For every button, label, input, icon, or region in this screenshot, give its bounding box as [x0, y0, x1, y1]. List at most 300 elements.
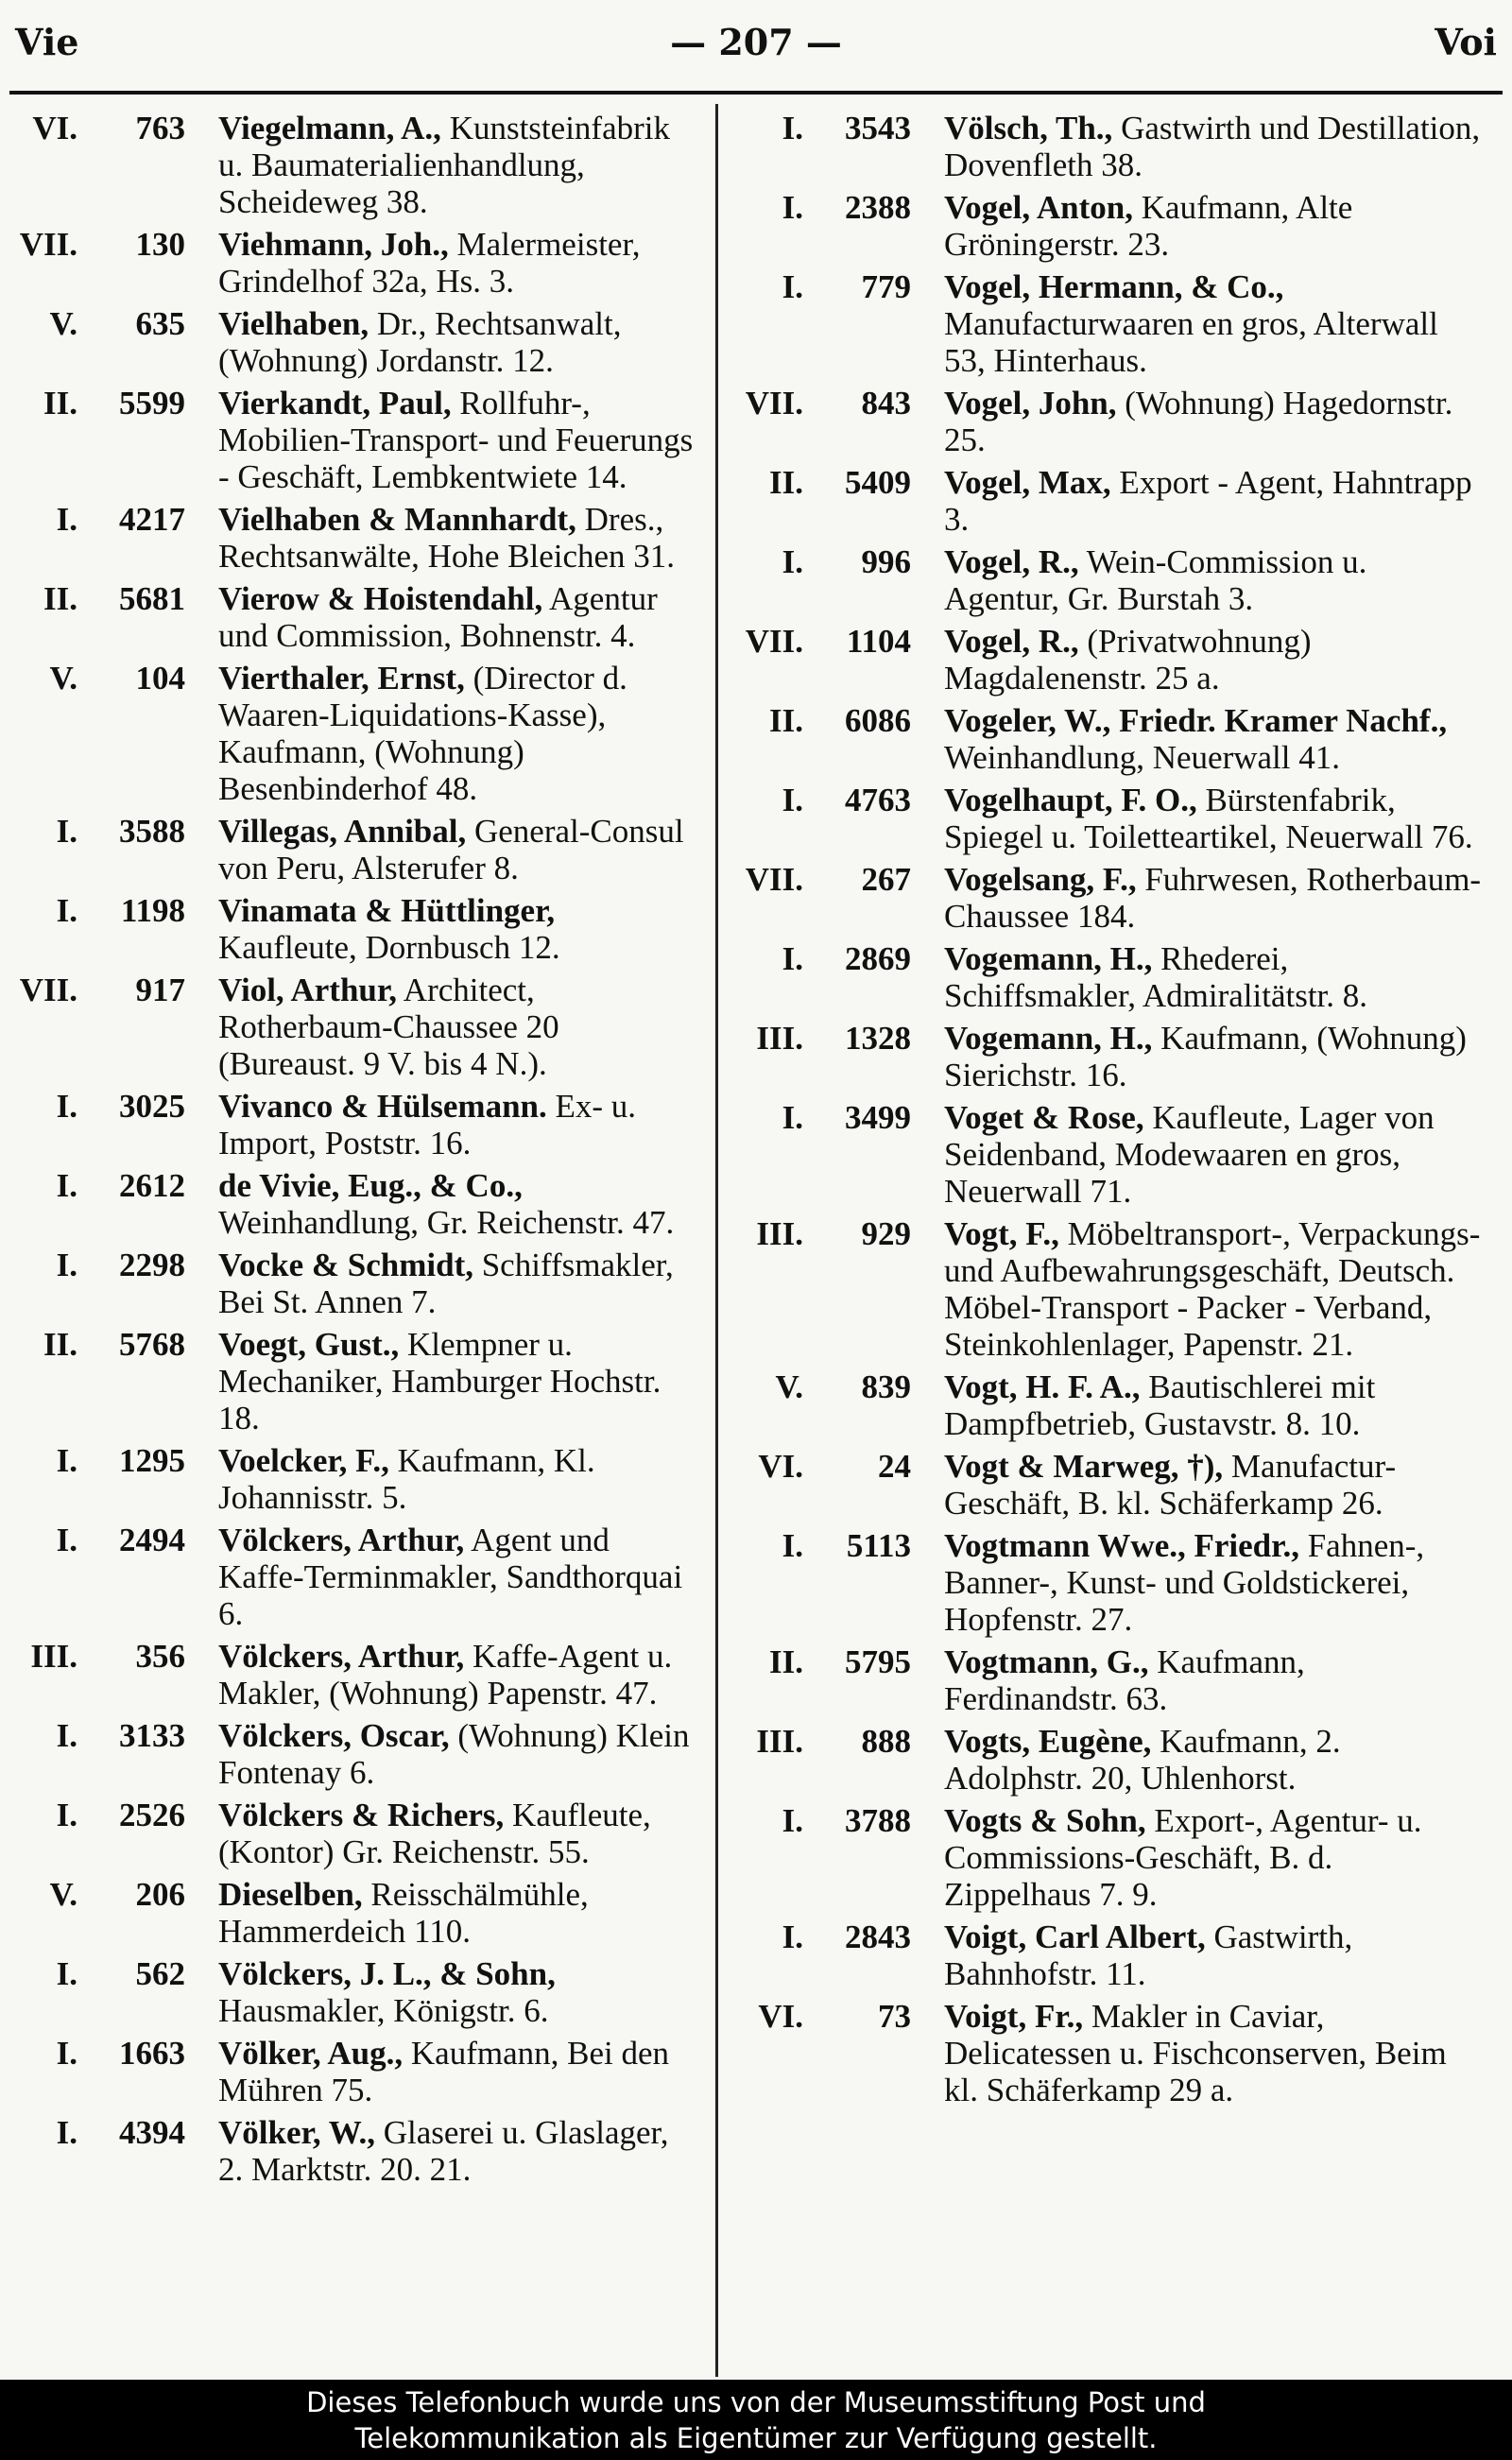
subscriber-details: Rollfuhr-, Mobilien-Transport- und Feuerungs - Geschäft, Lembkentwiete 14.	[218, 385, 694, 495]
phone-number	[11, 501, 205, 575]
exchange-district: II.	[43, 385, 77, 421]
subscriber-details: Kunststeinfabrik u. Baumaterialienhandlung, Scheideweg 38.	[218, 110, 670, 220]
phone-number	[737, 1802, 931, 1913]
directory-entry	[737, 940, 1484, 1014]
subscriber-name: Völckers, Arthur,	[218, 1522, 465, 1558]
subscriber-details: Agentur und Commission, Bohnenstr. 4.	[218, 580, 658, 654]
subscriber-name: Vogtmann, G.,	[944, 1643, 1149, 1680]
entry-text	[931, 1020, 1484, 1093]
phone-number	[11, 1326, 205, 1436]
directory-entry	[11, 1442, 701, 1516]
line-number: 779	[861, 268, 911, 305]
subscriber-name: de Vivie, Eug., & Co.,	[218, 1167, 523, 1204]
subscriber-name: Vogeler, W., Friedr. Kramer Nachf.,	[944, 702, 1448, 739]
exchange-district: III.	[756, 1215, 803, 1252]
phone-number	[737, 1099, 931, 1210]
exchange-district: I.	[56, 1717, 77, 1754]
subscriber-name: Vogel, R.,	[944, 543, 1079, 580]
exchange-district: VII.	[745, 623, 803, 660]
entry-text	[205, 1876, 701, 1950]
phone-number	[11, 892, 205, 966]
line-number: 2298	[119, 1247, 185, 1283]
phone-number	[737, 189, 931, 263]
subscriber-details: Klempner u. Mechaniker, Hamburger Hochstr. 18.	[218, 1326, 662, 1436]
exchange-district: III.	[756, 1020, 803, 1057]
directory-entry	[11, 1522, 701, 1632]
exchange-district: II.	[769, 1643, 803, 1680]
subscriber-name: Völckers, J. L., & Sohn,	[218, 1955, 556, 1992]
header-left-keyword: Vie	[15, 21, 79, 63]
phone-number	[737, 1527, 931, 1638]
phone-number	[11, 2035, 205, 2108]
footer-line-2: Telekommunikation als Eigentümer zur Verfügung gestellt.	[354, 2422, 1158, 2454]
exchange-district: V.	[775, 1368, 803, 1405]
subscriber-name: Vocke & Schmidt,	[218, 1247, 473, 1283]
subscriber-details: Weinhandlung, Neuerwall 41.	[944, 739, 1341, 776]
subscriber-details: Hausmakler, Königstr. 6.	[218, 1992, 549, 2029]
line-number: 104	[135, 660, 185, 697]
subscriber-details: Manufacturwaaren en gros, Alterwall 53, Hinterhaus.	[944, 305, 1438, 379]
line-number: 929	[861, 1215, 911, 1252]
directory-entry	[737, 1527, 1484, 1638]
subscriber-details: Bürstenfabrik, Spiegel u. Toiletteartikel, Neuerwall 76.	[944, 782, 1473, 855]
subscriber-details: (Wohnung) Klein Fontenay 6.	[218, 1717, 690, 1791]
exchange-district: VII.	[745, 385, 803, 421]
entry-text	[205, 813, 701, 886]
phone-number	[11, 1955, 205, 2029]
subscriber-details: Glaserei u. Glaslager, 2. Marktstr. 20. 21.	[218, 2114, 669, 2188]
directory-entry	[737, 1448, 1484, 1522]
exchange-district: V.	[49, 660, 77, 697]
subscriber-name: Vogelhaupt, F. O.,	[944, 782, 1197, 818]
subscriber-name: Vogel, John,	[944, 385, 1117, 421]
exchange-district: II.	[769, 702, 803, 739]
exchange-district: I.	[56, 892, 77, 929]
entry-text	[205, 660, 701, 807]
subscriber-details: Rhederei, Schiffsmakler, Admiralitätstr. 8.	[944, 940, 1368, 1014]
exchange-district: VI.	[758, 1448, 803, 1485]
right-column	[737, 110, 1484, 2368]
line-number: 3133	[119, 1717, 185, 1754]
directory-entry	[737, 1099, 1484, 1210]
subscriber-details: (Privatwohnung) Magdalenenstr. 25 a.	[944, 623, 1312, 697]
left-column	[11, 110, 701, 2368]
entry-text	[931, 1368, 1484, 1442]
entry-text	[205, 501, 701, 575]
subscriber-name: Völckers, Arthur,	[218, 1638, 465, 1675]
subscriber-name: Voigt, Carl Albert,	[944, 1918, 1206, 1955]
exchange-district: I.	[56, 1247, 77, 1283]
entry-text	[205, 2114, 701, 2188]
line-number: 3499	[845, 1099, 911, 1136]
line-number: 917	[135, 972, 185, 1008]
line-number: 3788	[845, 1802, 911, 1839]
exchange-district: I.	[782, 1918, 803, 1955]
subscriber-details: Wein-Commission u. Agentur, Gr. Burstah 3.	[944, 543, 1367, 617]
phone-number	[11, 1247, 205, 1320]
directory-entry	[11, 813, 701, 886]
directory-entry	[737, 1368, 1484, 1442]
exchange-district: I.	[782, 1802, 803, 1839]
line-number: 2612	[119, 1167, 185, 1204]
entry-text	[931, 464, 1484, 538]
phone-number	[11, 813, 205, 886]
phone-number	[737, 543, 931, 617]
subscriber-details: Möbeltransport-, Verpackungs- und Aufbewahrungsgeschäft, Deutsch. Möbel-Transport - Packer - Verband, Steinkohlenlager, Papenstr. 21.	[944, 1215, 1481, 1363]
subscriber-details: Manufactur-Geschäft, B. kl. Schäferkamp 26.	[944, 1448, 1397, 1522]
column-divider	[715, 104, 718, 2377]
subscriber-name: Vogel, R.,	[944, 623, 1079, 660]
footer-line-1: Dieses Telefonbuch wurde uns von der Museumsstiftung Post und	[306, 2386, 1206, 2418]
entry-text	[931, 543, 1484, 617]
phone-number	[737, 1020, 931, 1093]
directory-entry	[11, 972, 701, 1082]
entry-text	[205, 1717, 701, 1791]
subscriber-name: Vogt & Marweg, †),	[944, 1448, 1224, 1485]
subscriber-details: Kaufleute, Lager von Seidenband, Modewaaren en gros, Neuerwall 71.	[944, 1099, 1435, 1210]
exchange-district: I.	[782, 1527, 803, 1564]
subscriber-name: Voegt, Gust.,	[218, 1326, 400, 1363]
subscriber-name: Dieselben,	[218, 1876, 363, 1913]
directory-entry	[737, 1918, 1484, 1992]
line-number: 2494	[119, 1522, 185, 1558]
subscriber-name: Vinamata & Hüttlinger,	[218, 892, 556, 929]
directory-entry	[11, 1088, 701, 1161]
directory-entry	[737, 623, 1484, 697]
line-number: 562	[135, 1955, 185, 1992]
subscriber-details: Kaufmann, 2. Adolphstr. 20, Uhlenhorst.	[944, 1723, 1341, 1797]
directory-entry	[11, 110, 701, 220]
subscriber-name: Völckers & Richers,	[218, 1797, 505, 1833]
entry-text	[205, 305, 701, 379]
directory-entry	[11, 580, 701, 654]
phone-number	[11, 1797, 205, 1870]
directory-entry	[737, 464, 1484, 538]
line-number: 3588	[119, 813, 185, 850]
subscriber-details: Export-, Agentur- u. Commissions-Geschäft, B. d. Zippelhaus 7. 9.	[944, 1802, 1422, 1913]
phone-number	[737, 268, 931, 379]
exchange-district: I.	[56, 1797, 77, 1833]
subscriber-name: Vogel, Max,	[944, 464, 1111, 501]
directory-entry	[11, 1717, 701, 1791]
line-number: 839	[861, 1368, 911, 1405]
subscriber-name: Völker, W.,	[218, 2114, 375, 2151]
phone-number	[737, 1643, 931, 1717]
directory-entry	[737, 189, 1484, 263]
phone-number	[11, 660, 205, 807]
exchange-district: II.	[769, 464, 803, 501]
subscriber-details: Kaufmann, Bei den Mühren 75.	[218, 2035, 670, 2108]
exchange-district: I.	[782, 1099, 803, 1136]
line-number: 1198	[120, 892, 185, 929]
subscriber-details: Dres., Rechtsanwälte, Hohe Bleichen 31.	[218, 501, 676, 575]
phone-number	[11, 1717, 205, 1791]
entry-text	[931, 189, 1484, 263]
directory-entry	[11, 1638, 701, 1712]
line-number: 1663	[119, 2035, 185, 2072]
subscriber-name: Vogt, F.,	[944, 1215, 1059, 1252]
entry-text	[205, 110, 701, 220]
exchange-district: III.	[756, 1723, 803, 1760]
subscriber-name: Villegas, Annibal,	[218, 813, 467, 850]
exchange-district: I.	[782, 940, 803, 977]
directory-entry	[11, 892, 701, 966]
header-right-keyword: Voi	[1435, 21, 1497, 63]
exchange-district: I.	[782, 543, 803, 580]
phone-number	[737, 782, 931, 855]
subscriber-details: Fahnen-, Banner-, Kunst- und Goldstickerei, Hopfenstr. 27.	[944, 1527, 1425, 1638]
subscriber-name: Viol, Arthur,	[218, 972, 397, 1008]
footer-notice	[0, 2380, 1512, 2460]
entry-text	[205, 1522, 701, 1632]
subscriber-details: Dr., Rechtsanwalt, (Wohnung) Jordanstr. 12.	[218, 305, 622, 379]
entry-text	[205, 1638, 701, 1712]
subscriber-name: Vogts, Eugène,	[944, 1723, 1152, 1760]
entry-text	[205, 226, 701, 300]
exchange-district: I.	[56, 501, 77, 538]
line-number: 6086	[845, 702, 911, 739]
directory-entry	[737, 385, 1484, 458]
subscriber-details: General-Consul von Peru, Alsterufer 8.	[218, 813, 684, 886]
directory-entry	[11, 1797, 701, 1870]
subscriber-details: Export - Agent, Hahntrapp 3.	[944, 464, 1472, 538]
exchange-district: VII.	[19, 226, 77, 263]
subscriber-name: Vogemann, H.,	[944, 1020, 1153, 1057]
directory-entry	[11, 2114, 701, 2188]
entry-text	[931, 702, 1484, 776]
line-number: 5599	[119, 385, 185, 421]
entry-text	[931, 782, 1484, 855]
phone-number	[11, 2114, 205, 2188]
subscriber-details: Malermeister, Grindelhof 32a, Hs. 3.	[218, 226, 641, 300]
phone-number	[11, 226, 205, 300]
entry-text	[205, 1247, 701, 1320]
directory-entry	[737, 861, 1484, 935]
directory-entry	[737, 1215, 1484, 1363]
exchange-district: I.	[782, 189, 803, 226]
directory-entry	[737, 1723, 1484, 1797]
phone-number	[11, 305, 205, 379]
subscriber-name: Völckers, Oscar,	[218, 1717, 450, 1754]
directory-entry	[737, 1802, 1484, 1913]
line-number: 5113	[846, 1527, 911, 1564]
subscriber-details: Kaufmann, (Wohnung) Sierichstr. 16.	[944, 1020, 1467, 1093]
entry-text	[931, 1918, 1484, 1992]
exchange-district: II.	[43, 580, 77, 617]
line-number: 4763	[845, 782, 911, 818]
line-number: 635	[135, 305, 185, 342]
entry-text	[205, 972, 701, 1082]
directory-entry	[11, 305, 701, 379]
line-number: 843	[861, 385, 911, 421]
line-number: 3025	[119, 1088, 185, 1125]
subscriber-details: Kaufmann, Alte Gröningerstr. 23.	[944, 189, 1353, 263]
subscriber-name: Vierow & Hoistendahl,	[218, 580, 543, 617]
directory-entry	[737, 268, 1484, 379]
subscriber-name: Vogelsang, F.,	[944, 861, 1137, 898]
entry-text	[931, 1215, 1484, 1363]
entry-text	[931, 1448, 1484, 1522]
phone-number	[737, 1918, 931, 1992]
exchange-district: III.	[30, 1638, 77, 1675]
subscriber-details: Fuhrwesen, Rotherbaum-Chaussee 184.	[944, 861, 1482, 935]
exchange-district: I.	[56, 1167, 77, 1204]
subscriber-name: Vielhaben & Mannhardt,	[218, 501, 576, 538]
subscriber-details: Reisschälmühle, Hammerdeich 110.	[218, 1876, 589, 1950]
line-number: 5768	[119, 1326, 185, 1363]
entry-text	[931, 385, 1484, 458]
phone-number	[737, 702, 931, 776]
entry-text	[205, 1797, 701, 1870]
line-number: 5409	[845, 464, 911, 501]
exchange-district: I.	[782, 782, 803, 818]
entry-text	[205, 1442, 701, 1516]
phone-number	[737, 1448, 931, 1522]
entry-text	[205, 2035, 701, 2108]
directory-entry	[11, 1876, 701, 1950]
entry-text	[931, 623, 1484, 697]
exchange-district: I.	[56, 2114, 77, 2151]
entry-text	[931, 1802, 1484, 1913]
line-number: 2843	[845, 1918, 911, 1955]
exchange-district: I.	[56, 1442, 77, 1479]
phone-number	[737, 385, 931, 458]
subscriber-details: Kaufmann, Kl. Johannisstr. 5.	[218, 1442, 595, 1516]
entry-text	[205, 892, 701, 966]
subscriber-details: Makler in Caviar, Delicatessen u. Fischconserven, Beim kl. Schäferkamp 29 a.	[944, 1998, 1447, 2108]
subscriber-name: Vogel, Anton,	[944, 189, 1134, 226]
phone-number	[737, 861, 931, 935]
directory-entry	[737, 1020, 1484, 1093]
exchange-district: V.	[49, 305, 77, 342]
header-rule	[9, 91, 1503, 95]
line-number: 2526	[119, 1797, 185, 1833]
entry-text	[931, 1643, 1484, 1717]
line-number: 1295	[119, 1442, 185, 1479]
phone-number	[11, 1088, 205, 1161]
line-number: 356	[135, 1638, 185, 1675]
phone-number	[737, 940, 931, 1014]
phone-number	[737, 1723, 931, 1797]
line-number: 888	[861, 1723, 911, 1760]
directory-entry	[737, 1998, 1484, 2108]
line-number: 4394	[119, 2114, 185, 2151]
entry-text	[931, 1723, 1484, 1797]
entry-text	[931, 268, 1484, 379]
entry-text	[931, 1998, 1484, 2108]
line-number: 1328	[845, 1020, 911, 1057]
line-number: 5681	[119, 580, 185, 617]
line-number: 130	[135, 226, 185, 263]
phone-number	[737, 464, 931, 538]
subscriber-details: Kaufleute, (Kontor) Gr. Reichenstr. 55.	[218, 1797, 651, 1870]
exchange-district: V.	[49, 1876, 77, 1913]
directory-entry	[11, 385, 701, 495]
entry-text	[205, 1167, 701, 1241]
phone-number	[11, 580, 205, 654]
exchange-district: VII.	[745, 861, 803, 898]
exchange-district: I.	[782, 110, 803, 146]
subscriber-name: Vogts & Sohn,	[944, 1802, 1146, 1839]
phone-number	[737, 1998, 931, 2108]
subscriber-details: Bautischlerei mit Dampfbetrieb, Gustavstr. 8. 10.	[944, 1368, 1376, 1442]
exchange-district: I.	[782, 268, 803, 305]
subscriber-name: Völker, Aug.,	[218, 2035, 404, 2072]
exchange-district: II.	[43, 1326, 77, 1363]
subscriber-details: Weinhandlung, Gr. Reichenstr. 47.	[218, 1204, 675, 1241]
line-number: 1104	[846, 623, 911, 660]
entry-text	[931, 1527, 1484, 1638]
subscriber-name: Viehmann, Joh.,	[218, 226, 449, 263]
phone-number	[11, 1876, 205, 1950]
directory-entry	[11, 226, 701, 300]
entry-text	[205, 1955, 701, 2029]
phone-number	[737, 110, 931, 183]
exchange-district: I.	[56, 813, 77, 850]
phone-number	[737, 623, 931, 697]
phone-number	[737, 1215, 931, 1363]
directory-entry	[11, 2035, 701, 2108]
subscriber-details: Ex- u. Import, Poststr. 16.	[218, 1088, 637, 1161]
page-number: — 207 —	[670, 21, 842, 63]
subscriber-name: Völsch, Th.,	[944, 110, 1113, 146]
phone-number	[11, 1638, 205, 1712]
directory-entry	[737, 782, 1484, 855]
subscriber-details: Gastwirth und Destillation, Dovenfleth 38.	[944, 110, 1481, 183]
subscriber-name: Voigt, Fr.,	[944, 1998, 1084, 2035]
phone-number	[11, 972, 205, 1082]
line-number: 996	[861, 543, 911, 580]
subscriber-name: Vogt, H. F. A.,	[944, 1368, 1141, 1405]
directory-entry	[11, 1326, 701, 1436]
subscriber-details: Schiffsmakler, Bei St. Annen 7.	[218, 1247, 674, 1320]
line-number: 73	[878, 1998, 911, 2035]
entry-text	[931, 1099, 1484, 1210]
exchange-district: VI.	[32, 110, 77, 146]
line-number: 763	[135, 110, 185, 146]
exchange-district: VII.	[19, 972, 77, 1008]
line-number: 2388	[845, 189, 911, 226]
subscriber-name: Voget & Rose,	[944, 1099, 1144, 1136]
line-number: 4217	[119, 501, 185, 538]
line-number: 2869	[845, 940, 911, 977]
subscriber-details: Kaffe-Agent u. Makler, (Wohnung) Papenstr. 47.	[218, 1638, 673, 1712]
subscriber-details: Kaufleute, Dornbusch 12.	[218, 929, 560, 966]
entry-text	[205, 1326, 701, 1436]
subscriber-details: Architect, Rotherbaum-Chaussee 20 (Bureaust. 9 V. bis 4 N.).	[218, 972, 559, 1082]
subscriber-details: (Wohnung) Hagedornstr. 25.	[944, 385, 1453, 458]
line-number: 24	[878, 1448, 911, 1485]
phone-number	[11, 385, 205, 495]
subscriber-name: Vierkandt, Paul,	[218, 385, 452, 421]
entry-text	[931, 110, 1484, 183]
entry-text	[931, 940, 1484, 1014]
subscriber-name: Vogtmann Wwe., Friedr.,	[944, 1527, 1299, 1564]
directory-entry	[11, 660, 701, 807]
subscriber-name: Voelcker, F.,	[218, 1442, 389, 1479]
subscriber-name: Vierthaler, Ernst,	[218, 660, 465, 697]
line-number: 5795	[845, 1643, 911, 1680]
subscriber-details: Gastwirth, Bahnhofstr. 11.	[944, 1918, 1353, 1992]
phone-number	[11, 1442, 205, 1516]
subscriber-details: (Director d. Waaren-Liquidations-Kasse), Kaufmann, (Wohnung) Besenbinderhof 48.	[218, 660, 627, 807]
directory-entry	[737, 1643, 1484, 1717]
directory-entry	[737, 543, 1484, 617]
directory-entry	[11, 1247, 701, 1320]
subscriber-name: Viegelmann, A.,	[218, 110, 441, 146]
subscriber-name: Vogel, Hermann, & Co.,	[944, 268, 1284, 305]
entry-text	[205, 385, 701, 495]
